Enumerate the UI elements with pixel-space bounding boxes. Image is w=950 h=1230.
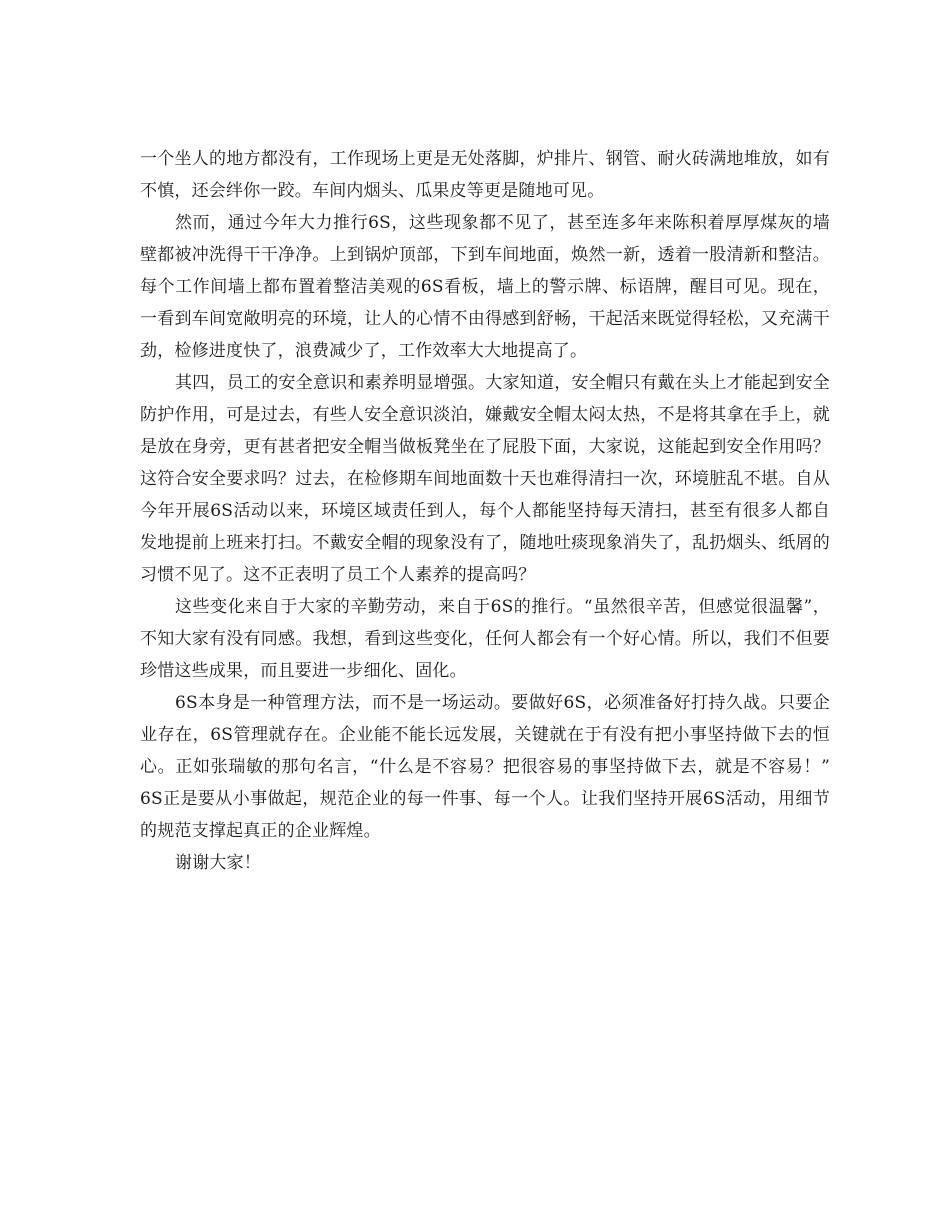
paragraph-1: 一个坐人的地方都没有，工作现场上更是无处落脚，炉排片、钢管、耐火砖满地堆放，如有不慎，还会绊你一跤。车间内烟头、瓜果皮等更是随地可见。: [140, 149, 830, 201]
closing-paragraph: 谢谢大家！: [175, 853, 261, 873]
paragraph-4: 这些变化来自于大家的辛勤劳动，来自于6S的推行。“虽然很辛苦，但感觉很温馨”，不知大家有没有同感。我想，看到这些变化，任何人都会有一个好心情。所以，我们不但要珍惜这些成果，而且要进一步细化、固化。: [140, 597, 830, 681]
paragraph-5: 6S本身是一种管理方法，而不是一场运动。要做好6S，必须准备好打持久战。只要企业存在，6S管理就存在。企业能不能长远发展，关键就在于有没有把小事坚持做下去的恒心。正如张瑞敏的那句名言，“什么是不容易？把很容易的事坚持做下去，就是不容易！” 6S正是要从小事做起，规范企业的每一件事、每一个人。让我们坚持开展6S活动，用细节的规范支撑起真正的企业辉煌。: [140, 693, 830, 841]
paragraph-3: 其四，员工的安全意识和素养明显增强。大家知道，安全帽只有戴在头上才能起到安全防护作用，可是过去，有些人安全意识淡泊，嫌戴安全帽太闷太热，不是将其拿在手上，就是放在身旁，更有甚者把安全帽当做板凳坐在了屁股下面，大家说，这能起到安全作用吗？这符合安全要求吗？过去，在检修期车间地面数十天也难得清扫一次，环境脏乱不堪。自从今年开展6S活动以来，环境区域责任到人，每个人都能坚持每天清扫，甚至有很多人都自发地提前上班来打扫。不戴安全帽的现象没有了，随地吐痰现象消失了，乱扔烟头、纸屑的习惯不见了。这不正表明了员工个人素养的提高吗？: [140, 373, 830, 585]
paragraph-2: 然而，通过今年大力推行6S，这些现象都不见了，甚至连多年来陈积着厚厚煤灰的墙壁都被冲洗得干干净净。上到锅炉顶部，下到车间地面，焕然一新，透着一股清新和整洁。每个工作间墙上都布置着整洁美观的6S看板，墙上的警示牌、标语牌，醒目可见。现在，一看到车间宽敞明亮的环境，让人的心情不由得感到舒畅，干起活来既觉得轻松，又充满干劲，检修进度快了，浪费减少了，工作效率大大地提高了。: [140, 213, 830, 361]
document-body: [140, 143, 830, 879]
